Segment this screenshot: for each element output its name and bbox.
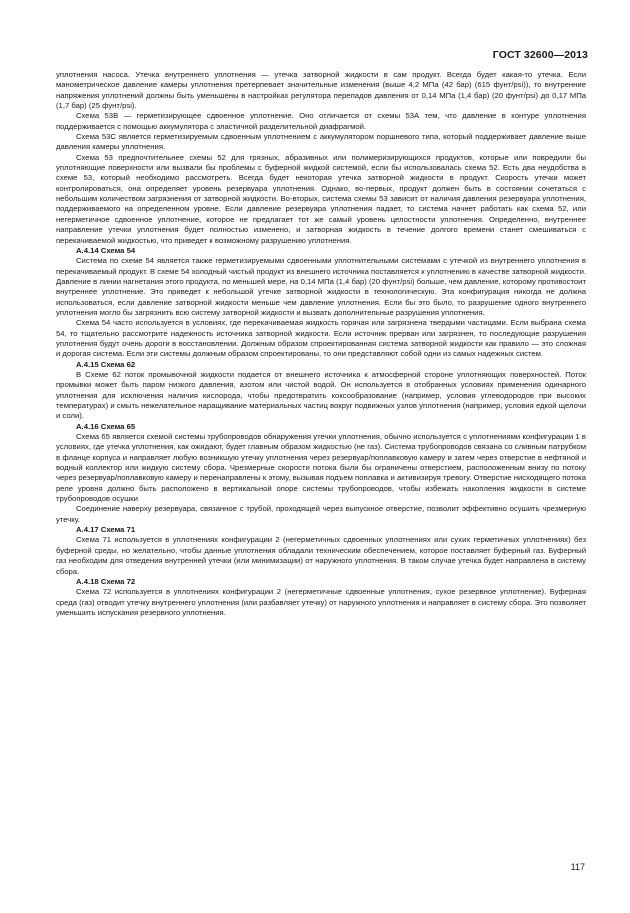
page-number: 117 bbox=[570, 862, 585, 872]
paragraph: Схема 71 используется в уплотнениях конфигурации 2 (негерметичных сдвоенных уплотнениях или сухих герметичных уплотнениях) без буферной среды, но желательно, чтобы данные уплотнения обладали техническим обеспечением, которое поставляет буферный газ. Буферный газ необходим для отведения внутренней утечки (или минимизации) от наружного уплотнения. В таком случае утечка будет направлена в систему сбора. bbox=[56, 535, 586, 576]
section-heading: А.4.14 Схема 54 bbox=[76, 245, 136, 255]
section-heading: А.4.16 Схема 65 bbox=[76, 421, 136, 431]
section-heading: А.4.15 Схема 62 bbox=[76, 359, 136, 369]
section-heading: А.4.17 Схема 71 bbox=[76, 525, 136, 535]
paragraph: Схема 53С является герметизируемым сдвоенным уплотнением с аккумулятором поршневого типа, который поддерживает давление выше давления камеры уплотнения. bbox=[56, 132, 586, 152]
paragraph: уплотнения насоса. Утечка внутреннего уплотнения — утечка затворной жидкости в сам продукт. Всегда будет какая-то утечка. Если манометрическое давление камеры уплотнения претерпевает значительные изменения (выше 4,2 МПа (42 бар) (615 фунт/psi)), то внутренние напряжения уплотнений должны быть уменьшены в настройках регулятора перепадов давления от 0,14 МПа (1,4 бар) (20 фунт/psi) до 0,17 МПа (1,7 бар) (25 фунт/psi). bbox=[56, 70, 586, 111]
paragraph: Схема 53 предпочтительнее схемы 52 для грязных, абразивных или полимеризирующихся продуктов, которые или повредили бы уплотняющие поверхности или вызвали бы проблемы с буферной жидкой системой, если бы использовалась схема 52. Есть два неудобства в схеме 53, который необходимо рассмотреть. Всегда будет некоторая утечка затворной жидкости в продукт. Скорость утечки может контролироваться, она определяет уровень резервуара уплотнения. Однако, во-первых, продукт должен быть в состоянии сочетаться с небольшим количеством загрязнения от затворной жидкости. Во-вторых, система схемы 53 зависит от наличия давления резервуара уплотнения, поддерживаемого на определенном уровне. Если давление резервуара уплотнения падает, то система начнет работать как схема 52, или негерметичное сдвоенное уплотнение, которое не предлагает тот же самый уровень целостности уплотнения. Определенно, внутреннее направление утечки уплотнения будет полностью изменено, и затворная жидкость в течение долгого времени станет смешиваться с перекачиваемой жидкостью, что приведет к возможному разрушению уплотнения. bbox=[56, 152, 586, 245]
paragraph: Соединение наверху резервуара, связанное с трубой, проходящей через выпускное отверстие, позволит эффективно осушить чрезмерную утечку. bbox=[56, 504, 586, 524]
standard-header: ГОСТ 32600—2013 bbox=[492, 49, 588, 61]
document-body bbox=[56, 70, 586, 618]
paragraph: Схема 65 является схемой системы трубопроводов обнаружения утечки уплотнения, обычно используется с уплотнениями конфигурации 1 в условиях, где утечка уплотнения, как ожидают, будет главным образом жидкостью (не газ). Система трубопроводов связана со сливным патрубком в фланце корпуса и направляет любую возникшую утечку уплотнения через резервуар/поплавковую камеру и затем через отверстие в нефтяной и водный коллектор или жидкую систему сбора. Чрезмерные скорости потока были бы ограничены отверстием, расположенным внизу по потоку через резервуар/поплавковую камеру и перенаправлены к этому, вызывая подъем поплавка и активизируя тревогу. Отверстие нисходящего потока реле уровня должно быть расположено в вертикальной опоре системы трубопроводов, чтобы избежать накопления жидкости в системе трубопроводов осушки bbox=[56, 432, 586, 504]
paragraph: Система по схеме 54 является также герметизируемыми сдвоенными уплотнительными системами с утечкой из внутреннего уплотнения в перекачиваемый продукт. В схеме 54 холодный чистый продукт из внешнего источника поставляется к уплотнению в качестве затворной жидкости. Давление в линии нагнетания этого продукта, по меньшей мере, на 0,14 МПа (1,4 бар) (20 фунт/psi) больше, чем давление, которому противостоит внутреннее уплотнение. Это приведет к небольшой утечке затворной жидкости в технологическую. Эта конфигурация никогда не должна использоваться, если давление затворной жидкости меньше чем давление уплотнения. Если бы это было, то разрушение одного внутреннего уплотнения могло бы загрязнить всю систему затворной жидкости и вызвать дополнительные разрушения уплотнения. bbox=[56, 256, 586, 317]
section-heading: А.4.18 Схема 72 bbox=[76, 576, 136, 586]
paragraph: В Схеме 62 поток промывочной жидкости подается от внешнего источника к атмосферной стороне уплотняющих поверхностей. Поток промывки может быть паром низкого давления, азотом или чистой водой. Он используется в отобранных условиях применения одинарного уплотнения для исключения наличия кислорода, чтобы предотвратить коксообразование (например, условия углеводородов при высоких температурах) и смыть нежелательное наращивание материальных частиц вокруг подвижных узлов уплотнения (например, условия едкой щелочи и соли). bbox=[56, 369, 586, 421]
paragraph: Схема 72 используется в уплотнениях конфигурации 2 (негерметичные сдвоенные уплотнения, сухое резервное уплотнение). Буферная среда (газ) отводит утечку внутреннего уплотнения (или разбавляет утечку) от наружного уплотнения и направляет в систему сбора. Это позволяет уменьшить испускания резервного уплотнения. bbox=[56, 587, 586, 617]
paragraph: Схема 54 часто используется в условиях, где перекачиваемая жидкость горячая или загрязнена твердыми частицами. Если выбрана схема 54, то тщательно рассмотрите надежность источника затворной жидкости. Если источник прерван или загрязнен, то последующие разрушения уплотнения будут очень дороги в восстановлении. Должным образом спроектированная система затворной жидкости как правило — это сложная и дорогая система. Если эти системы должным образом спроектированы, то они представляют собой одни из самых надежных систем. bbox=[56, 318, 586, 359]
paragraph: Схема 53В — герметизирующее сдвоенное уплотнение. Оно отличается от схемы 53А тем, что давление в контуре уплотнения поддерживается с помощью аккумулятора с эластичной разделительной диафрагмой. bbox=[56, 111, 586, 131]
